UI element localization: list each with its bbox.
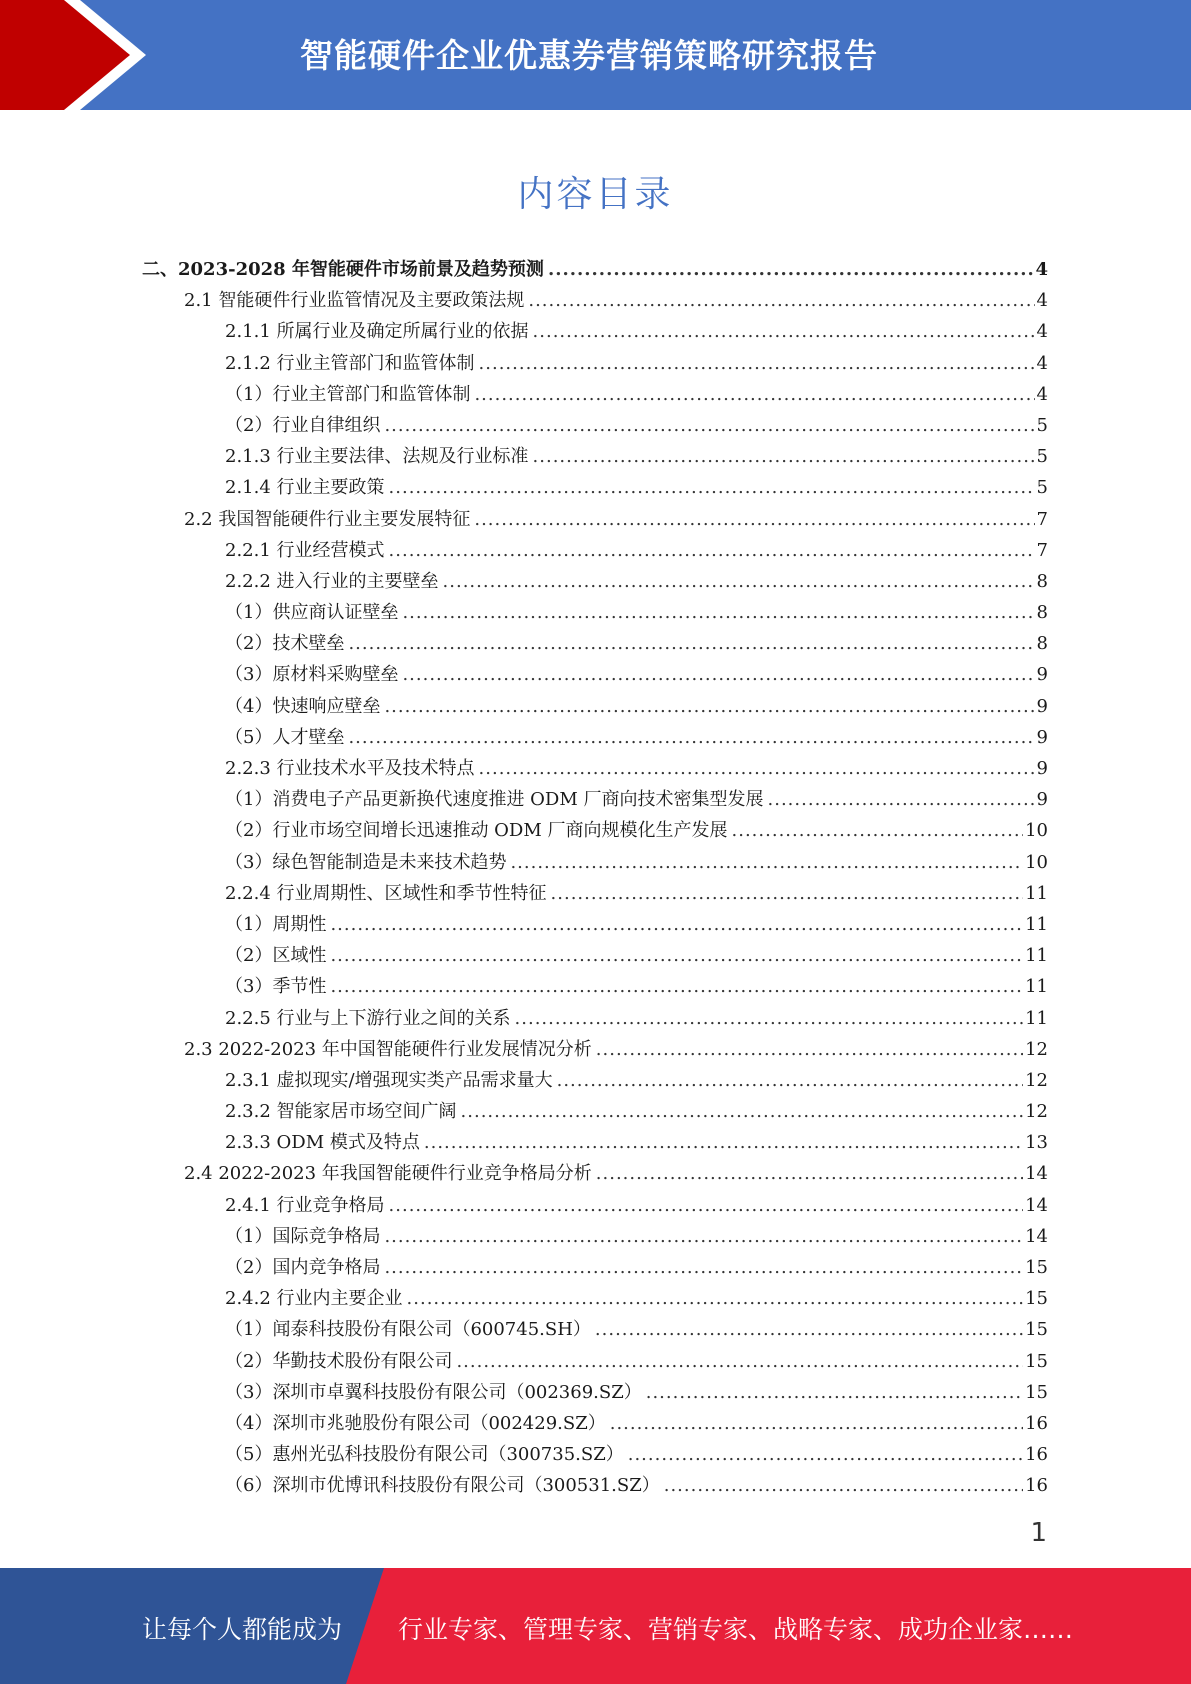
toc-dot-leader (443, 566, 1035, 597)
toc-dot-leader (384, 410, 1034, 441)
toc-entry[interactable] (0, 1470, 1191, 1501)
toc-entry[interactable] (0, 285, 1191, 316)
toc-entry-label: （2）行业市场空间增长迅速推动 ODM 厂商向规模化生产发展 (225, 820, 728, 842)
toc-entry[interactable] (0, 878, 1191, 909)
header-arrow-icon (0, 0, 160, 110)
toc-entry-page: 16 (1025, 1444, 1048, 1466)
toc-dot-leader (384, 691, 1034, 722)
toc-dot-leader (732, 815, 1024, 846)
toc-entry-page: 14 (1025, 1194, 1048, 1216)
toc-dot-leader (768, 784, 1035, 815)
toc-entry-page: 9 (1036, 664, 1048, 686)
toc-entry-label: （4）快速响应壁垒 (225, 695, 381, 717)
toc-dot-leader (533, 441, 1035, 472)
toc-entry-page: 11 (1025, 945, 1048, 967)
toc-dot-leader (389, 1190, 1024, 1221)
toc-entry-label: 2.2 我国智能硬件行业主要发展特征 (184, 508, 471, 530)
toc-entry[interactable] (0, 1096, 1191, 1127)
toc-entry-page: 11 (1025, 913, 1048, 935)
toc-entry-label: 2.1.2 行业主管部门和监管体制 (225, 352, 475, 374)
table-of-contents (0, 254, 1191, 1502)
toc-entry-label: 2.4.1 行业竞争格局 (225, 1194, 385, 1216)
toc-entry[interactable] (0, 1377, 1191, 1408)
toc-entry-page: 9 (1036, 758, 1048, 779)
toc-entry-label: （5）惠州光弘科技股份有限公司（300735.SZ） (225, 1444, 624, 1466)
toc-dot-leader (330, 940, 1023, 971)
toc-dot-leader (548, 254, 1034, 285)
toc-entry-page: 12 (1025, 1069, 1048, 1091)
toc-dot-leader (348, 722, 1034, 753)
toc-entry-label: 2.3.3 ODM 模式及特点 (225, 1132, 420, 1154)
toc-entry-label: （4）深圳市兆驰股份有限公司（002429.SZ） (225, 1412, 606, 1434)
toc-entry-page: 11 (1025, 882, 1048, 904)
toc-dot-leader (551, 878, 1024, 909)
toc-dot-leader (596, 1158, 1023, 1189)
toc-entry-label: 2.3.2 智能家居市场空间广阔 (225, 1101, 457, 1123)
toc-entry[interactable] (0, 1003, 1191, 1034)
toc-entry-label: （3）季节性 (225, 976, 327, 998)
page-number: 1 (1030, 1518, 1047, 1548)
toc-dot-leader (389, 472, 1035, 503)
toc-entry[interactable] (0, 659, 1191, 690)
toc-entry[interactable] (0, 1034, 1191, 1065)
toc-entry[interactable] (0, 1065, 1191, 1096)
toc-dot-leader (474, 379, 1034, 410)
toc-entry[interactable] (0, 971, 1191, 1002)
toc-entry-label: 2.2.2 进入行业的主要壁垒 (225, 570, 439, 592)
toc-dot-leader (424, 1127, 1023, 1158)
toc-dot-leader (474, 504, 1034, 535)
toc-entry-page: 8 (1036, 602, 1048, 624)
toc-entry-label: 二、2023-2028 年智能硬件市场前景及趋势预测 (142, 259, 544, 280)
toc-entry[interactable] (0, 815, 1191, 846)
toc-entry-page: 15 (1025, 1319, 1048, 1341)
toc-entry-label: 2.3 2022-2023 年中国智能硬件行业发展情况分析 (184, 1038, 592, 1060)
toc-entry-page: 11 (1025, 1007, 1048, 1029)
toc-entry[interactable] (0, 1252, 1191, 1283)
toc-entry-page: 5 (1036, 414, 1048, 436)
toc-entry[interactable] (0, 1221, 1191, 1252)
toc-entry[interactable] (0, 410, 1191, 441)
toc-entry-page: 5 (1036, 446, 1048, 468)
toc-entry-page: 10 (1025, 851, 1048, 873)
toc-entry-label: （5）人才壁垒 (225, 726, 345, 748)
toc-entry[interactable] (0, 379, 1191, 410)
toc-entry[interactable] (0, 847, 1191, 878)
toc-entry[interactable] (0, 909, 1191, 940)
toc-entry-page: 15 (1025, 1350, 1048, 1372)
toc-entry-page: 14 (1025, 1163, 1048, 1185)
toc-entry-page: 9 (1036, 695, 1048, 717)
toc-dot-leader (596, 1034, 1023, 1065)
toc-entry-label: （6）深圳市优博讯科技股份有限公司（300531.SZ） (225, 1475, 660, 1497)
toc-entry-label: 2.2.4 行业周期性、区域性和季节性特征 (225, 882, 547, 904)
toc-entry[interactable] (0, 535, 1191, 566)
toc-entry-page: 9 (1036, 789, 1048, 811)
toc-entry-label: （3）深圳市卓翼科技股份有限公司（002369.SZ） (225, 1381, 642, 1403)
toc-dot-leader (533, 316, 1035, 347)
toc-entry-page: 15 (1025, 1288, 1048, 1310)
toc-entry-label: （3）原材料采购壁垒 (225, 664, 399, 686)
toc-dot-leader (479, 753, 1035, 784)
toc-entry-label: 2.2.5 行业与上下游行业之间的关系 (225, 1007, 511, 1029)
toc-dot-leader (384, 1252, 1023, 1283)
toc-dot-leader (510, 847, 1023, 878)
toc-entry-page: 8 (1036, 570, 1048, 592)
toc-dot-leader (528, 285, 1034, 316)
toc-entry-label: 2.1.1 所属行业及确定所属行业的依据 (225, 321, 529, 343)
toc-entry-label: 2.2.1 行业经营模式 (225, 539, 385, 561)
toc-entry-label: （2）行业自律组织 (225, 414, 381, 436)
footer-slogan-right: 行业专家、管理专家、营销专家、战略专家、成功企业家…… (398, 1615, 1074, 1644)
toc-entry-label: 2.4 2022-2023 年我国智能硬件行业竞争格局分析 (184, 1163, 592, 1185)
toc-entry[interactable] (0, 472, 1191, 503)
footer-slogan-left: 让每个人都能成为 (142, 1615, 343, 1644)
toc-entry-label: 2.1 智能硬件行业监管情况及主要政策法规 (184, 290, 525, 312)
toc-entry-page: 16 (1025, 1412, 1048, 1434)
toc-dot-leader (595, 1314, 1023, 1345)
toc-entry-page: 4 (1036, 290, 1048, 312)
toc-entry[interactable] (0, 753, 1191, 784)
toc-entry-page: 13 (1025, 1132, 1048, 1154)
toc-dot-leader (610, 1408, 1023, 1439)
toc-entry-page: 7 (1036, 508, 1048, 530)
toc-entry[interactable] (0, 1127, 1191, 1158)
toc-entry[interactable] (0, 722, 1191, 753)
toc-entry-page: 16 (1025, 1475, 1048, 1497)
toc-entry-label: （1）供应商认证壁垒 (225, 602, 399, 624)
toc-entry[interactable] (0, 940, 1191, 971)
toc-entry-page: 4 (1036, 321, 1048, 343)
toc-entry-label: （2）技术壁垒 (225, 633, 345, 655)
toc-entry-page: 12 (1025, 1038, 1048, 1060)
toc-entry-page: 14 (1025, 1225, 1048, 1247)
toc-entry[interactable] (0, 784, 1191, 815)
toc-entry[interactable] (0, 316, 1191, 347)
toc-entry-page: 7 (1036, 539, 1048, 561)
toc-entry[interactable] (0, 1283, 1191, 1314)
toc-entry-label: 2.3.1 虚拟现实/增强现实类产品需求量大 (225, 1069, 553, 1091)
toc-entry-label: 2.4.2 行业内主要企业 (225, 1288, 403, 1310)
toc-entry-label: （2）区域性 (225, 945, 327, 967)
toc-entry-page: 10 (1025, 820, 1048, 842)
toc-dot-leader (461, 1096, 1024, 1127)
toc-heading: 内容目录 (517, 174, 674, 215)
toc-entry-page: 5 (1036, 477, 1048, 499)
toc-entry-page: 8 (1036, 633, 1048, 655)
toc-entry[interactable] (0, 1190, 1191, 1221)
toc-entry[interactable] (0, 1408, 1191, 1439)
header-band (0, 0, 1191, 110)
toc-dot-leader (348, 628, 1034, 659)
toc-entry-label: 2.1.3 行业主要法律、法规及行业标准 (225, 446, 529, 468)
toc-dot-leader (330, 971, 1023, 1002)
toc-entry[interactable] (0, 504, 1191, 535)
toc-entry[interactable] (0, 1158, 1191, 1189)
toc-entry-page: 4 (1036, 383, 1048, 405)
toc-entry-label: （2）国内竞争格局 (225, 1257, 381, 1278)
toc-dot-leader (515, 1003, 1024, 1034)
toc-dot-leader (384, 1221, 1023, 1252)
toc-entry-page: 12 (1025, 1101, 1048, 1123)
toc-dot-leader (456, 1346, 1023, 1377)
toc-entry-label: 2.2.3 行业技术水平及技术特点 (225, 758, 475, 779)
toc-entry-label: （2）华勤技术股份有限公司 (225, 1350, 453, 1372)
toc-entry[interactable] (0, 1346, 1191, 1377)
toc-entry-label: （3）绿色智能制造是未来技术趋势 (225, 851, 507, 873)
toc-dot-leader (389, 535, 1035, 566)
toc-entry-label: （1）行业主管部门和监管体制 (225, 383, 471, 405)
toc-dot-leader (557, 1065, 1024, 1096)
toc-entry[interactable] (0, 1314, 1191, 1345)
toc-entry-page: 4 (1035, 259, 1048, 280)
toc-entry-label: （1）国际竞争格局 (225, 1225, 381, 1247)
toc-entry[interactable] (0, 348, 1191, 379)
toc-dot-leader (402, 659, 1034, 690)
toc-entry-page: 15 (1025, 1381, 1048, 1403)
toc-dot-leader (407, 1283, 1024, 1314)
toc-dot-leader (402, 597, 1034, 628)
toc-entry[interactable] (0, 1439, 1191, 1470)
toc-entry-label: （1）闻泰科技股份有限公司（600745.SH） (225, 1319, 591, 1341)
toc-entry[interactable] (0, 441, 1191, 472)
toc-entry-page: 9 (1036, 726, 1048, 748)
toc-entry[interactable] (0, 597, 1191, 628)
footer-band (0, 1568, 1191, 1684)
toc-entry[interactable] (0, 628, 1191, 659)
toc-dot-leader (646, 1377, 1023, 1408)
toc-entry[interactable] (0, 566, 1191, 597)
toc-entry[interactable] (0, 254, 1191, 285)
toc-dot-leader (664, 1470, 1023, 1501)
toc-dot-leader (479, 348, 1035, 379)
toc-entry-page: 4 (1036, 352, 1048, 374)
toc-entry-page: 11 (1025, 976, 1048, 998)
toc-entry[interactable] (0, 691, 1191, 722)
toc-dot-leader (628, 1439, 1023, 1470)
report-title: 智能硬件企业优惠券营销策略研究报告 (300, 36, 878, 75)
toc-entry-label: 2.1.4 行业主要政策 (225, 477, 385, 499)
toc-entry-label: （1）周期性 (225, 913, 327, 935)
toc-entry-page: 15 (1025, 1257, 1048, 1278)
toc-entry-label: （1）消费电子产品更新换代速度推进 ODM 厂商向技术密集型发展 (225, 789, 764, 811)
toc-dot-leader (330, 909, 1023, 940)
